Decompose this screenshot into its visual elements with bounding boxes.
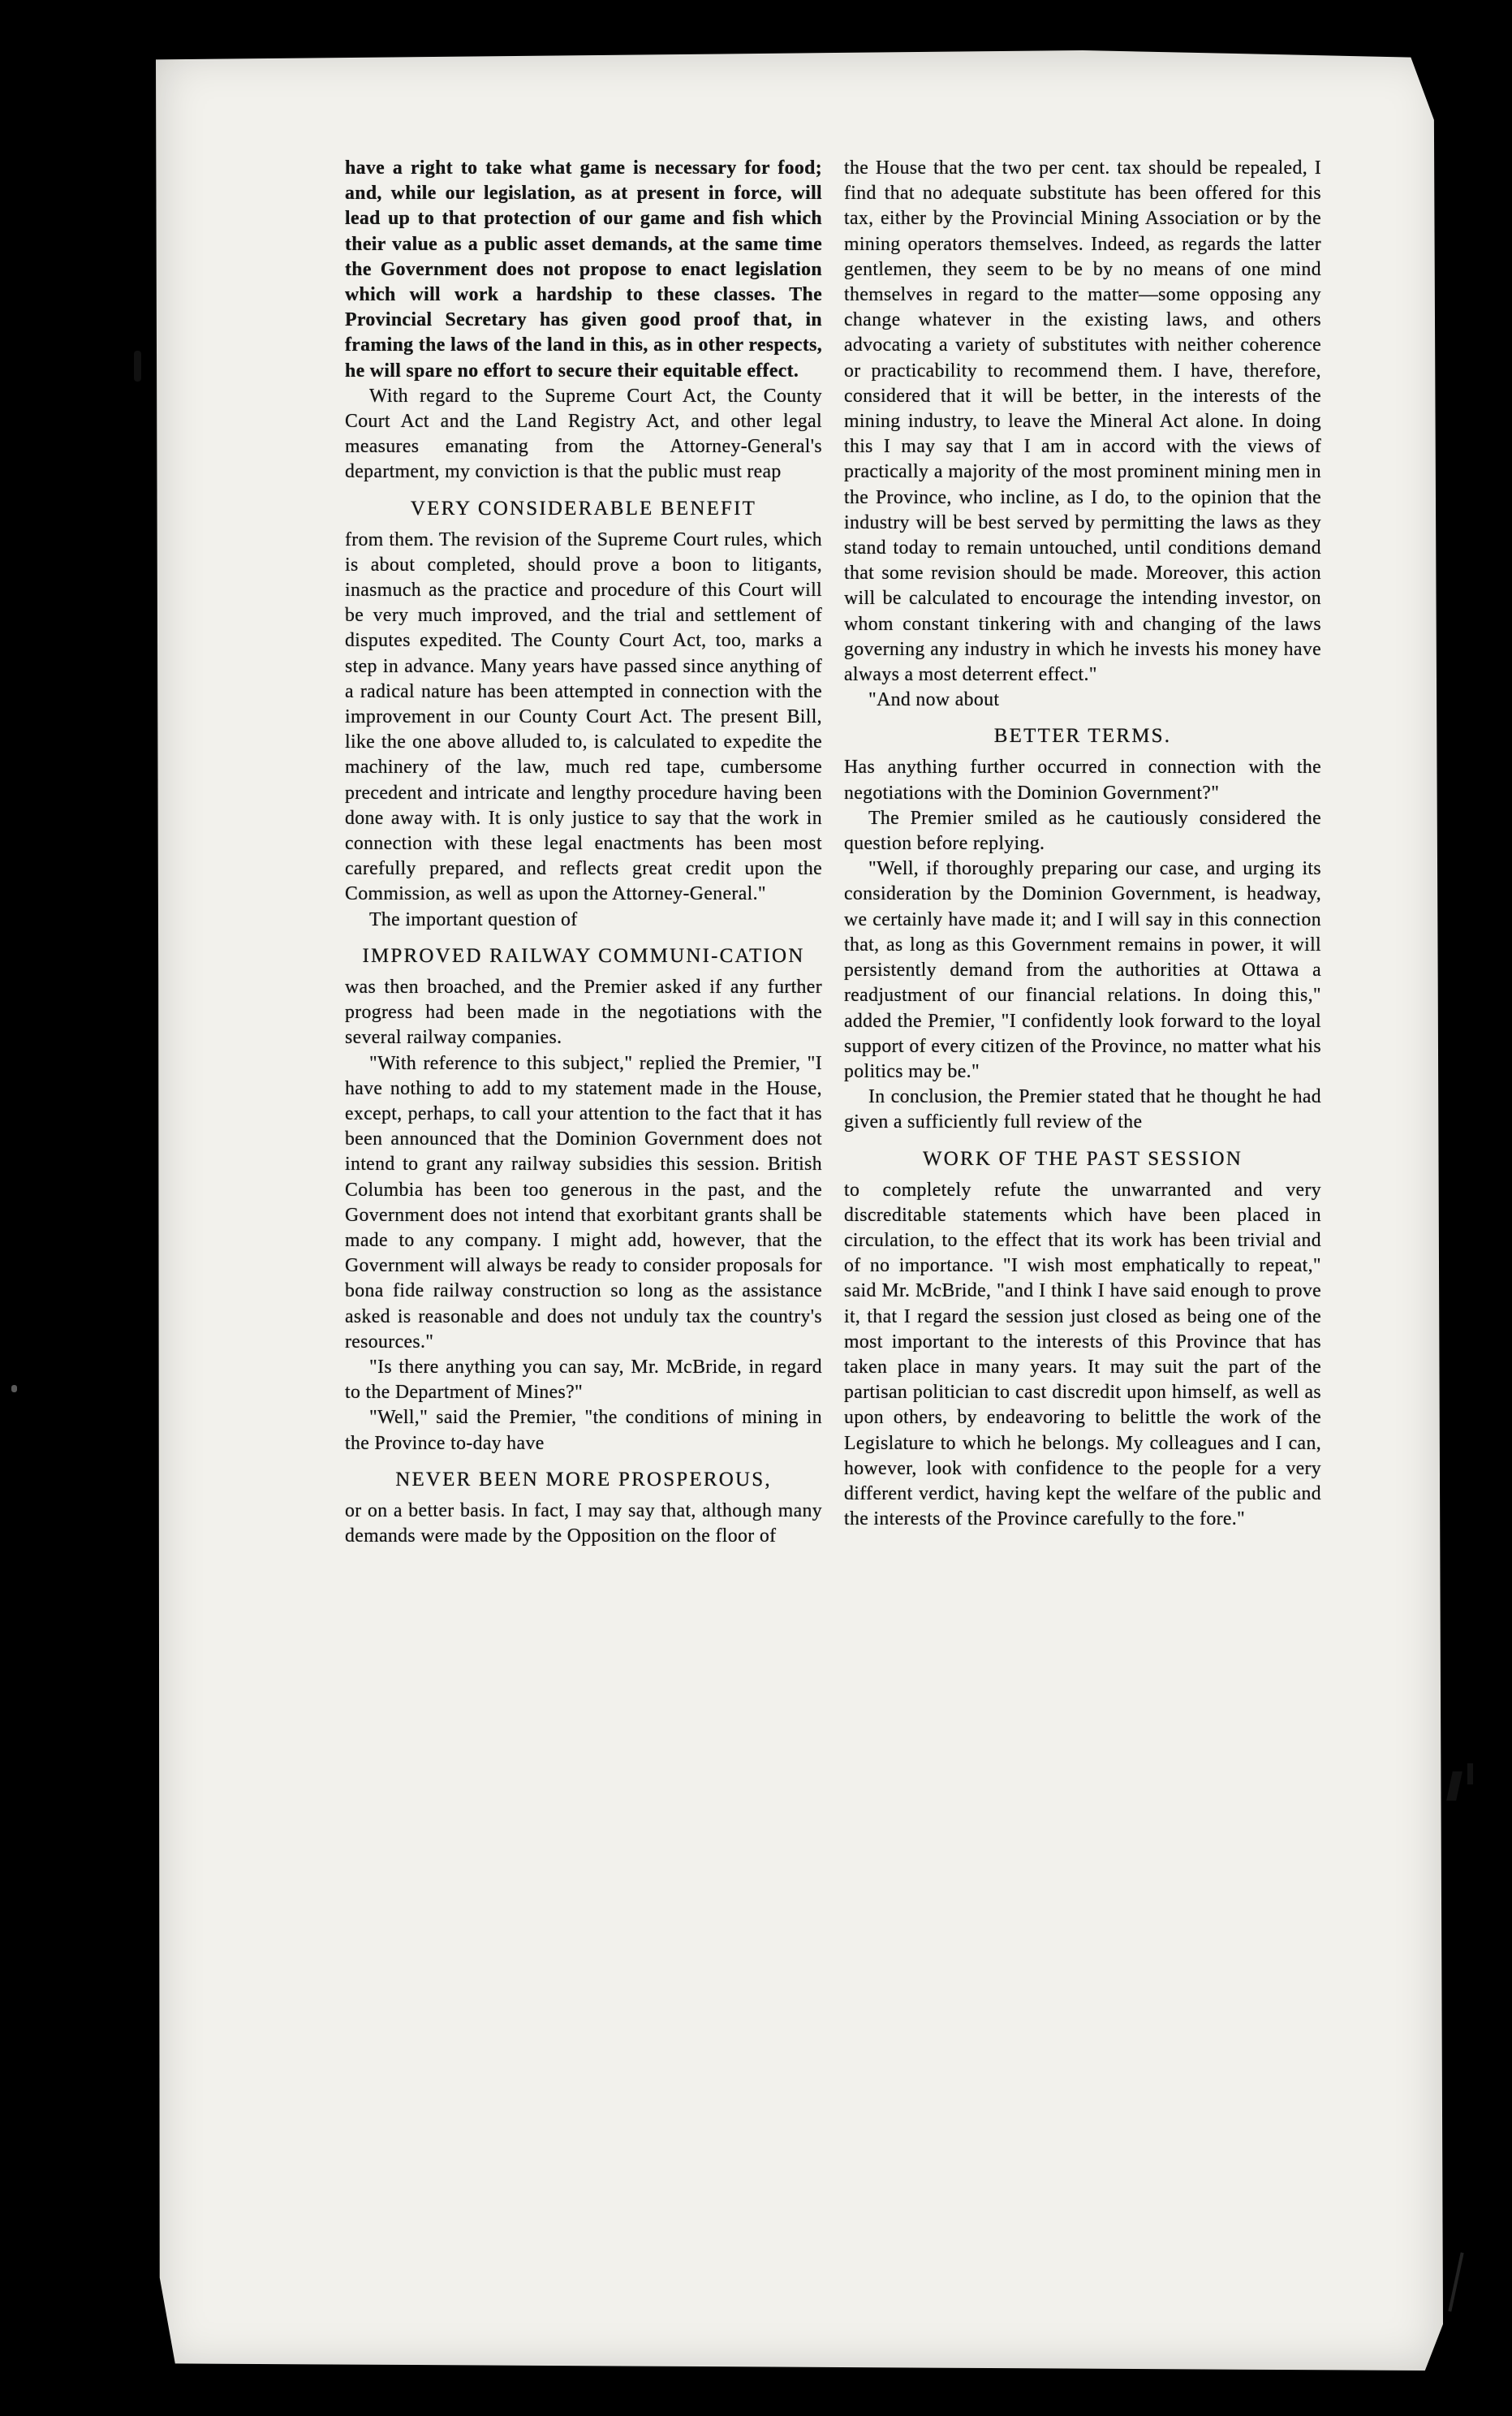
- left-paragraph-4: The important question of: [369, 908, 578, 930]
- left-paragraph-7: "Is there anything you can say, Mr. McBride, in regard to the Department of Mines?": [345, 1356, 822, 1404]
- right-paragraph-4: The Premier smiled as he cautiously considered the question before replying.: [844, 807, 1321, 855]
- right-paragraph-3: Has anything further occurred in connection with the negotiations with the Dominion Government?": [844, 757, 1321, 804]
- right-margin-ink-mark-small: [1467, 1763, 1473, 1784]
- right-paragraph-5: "Well, if thoroughly preparing our case, and urging its consideration by the Dominion Government, is headway, we certainly have made it; and I will say in this connection that, as long as this Government remains in power, it will persistently demand from the authorities at Ottawa a readjustment of our financial relations. In doing this," added the Premier, "I confidently look forward to the loyal support of every citizen of the Province, no matter what his politics may be.": [844, 858, 1321, 1082]
- right-subheading-1: BETTER TERMS.: [993, 725, 1172, 748]
- left-paragraph-2: With regard to the Supreme Court Act, the County Court Act and the Land Registry Act, and other legal measures emanating from the Attorney-General's department, my conviction is that the public must reap: [345, 385, 822, 483]
- right-margin-ink-mark: [1446, 1771, 1462, 1801]
- left-column: [345, 156, 822, 1549]
- left-subheading-2: IMPROVED RAILWAY COMMUNI-CATION: [362, 944, 805, 967]
- right-paragraph-1: the House that the two per cent. tax should be repealed, I find that no adequate substitute has been offered for this tax, either by the Provincial Mining Association or by the mining operators themselves. Indeed, as regards the latter gentlemen, they seem to be by no means of one mind themselves in regard to the matter—some opposing any change whatever in the existing laws, and others advocating a variety of substitutes with neither coherence or practicability to recommend them. I have, therefore, considered that it will be better, in the interests of the mining industry, to leave the Mineral Act alone. In doing this I may say that I am in accord with the views of practically a majority of the most prominent mining men in the Province, who incline, as I do, to the opinion that the industry will be best served by permitting the laws as they stand today to remain untouched, until conditions demand that some revision should be made. Moreover, this action will be calculated to encourage the intending investor, on whom constant tinkering with and changing of the laws governing any industry in which he invests his money have always a most deterrent effect.": [844, 157, 1321, 686]
- scan-dust-speck: [11, 1385, 17, 1392]
- right-paragraph-6: In conclusion, the Premier stated that he thought he had given a sufficiently full review of the: [844, 1086, 1321, 1133]
- left-paragraph-3: from them. The revision of the Supreme Court rules, which is about completed, should prove a boon to litigants, inasmuch as the practice and procedure of this Court will be very much improved, and the trial and settlement of disputes expedited. The County Court Act, too, marks a step in advance. Many years have passed since anything of a radical nature has been attempted in connection with the improvement in our County Court Act. The present Bill, like the one above alluded to, is calculated to expedite the machinery of the law, much red tape, cumbersome precedent and intricate and lengthy procedure having been done away with. It is only justice to say that the work in connection with these legal enactments has been most carefully prepared, and reflects great credit upon the Commission, as well as upon the Attorney-General.": [345, 528, 822, 905]
- left-paragraph-9: or on a better basis. In fact, I may say that, although many demands were made by the Opposition on the floor of: [345, 1499, 822, 1547]
- left-paragraph-6: "With reference to this subject," replied the Premier, "I have nothing to add to my statement made in the House, except, perhaps, to call your attention to the fact that it has been announced that the Dominion Government does not intend to grant any railway subsidies this session. British Columbia has been too generous in the past, and the Government does not intend that exorbitant grants shall be made to any company. I might add, however, that the Government will always be ready to consider proposals for bona fide railway construction so long as the assistance asked is reasonable and does not unduly tax the country's resources.": [345, 1052, 822, 1353]
- right-subheading-2: WORK OF THE PAST SESSION: [922, 1147, 1243, 1170]
- right-column: [844, 156, 1321, 1532]
- right-paragraph-7: to completely refute the unwarranted and very discreditable statements which have been placed in circulation, to the effect that its work has been trivial and of no importance. "I wish most emphatically to repeat," said Mr. McBride, "and I think I have said enough to prove it, that I regard the session just closed as being one of the most important to the interests of this Province that has taken place in many years. It may suit the part of the partisan politician to cast discredit upon himself, as well as upon others, by endeavoring to belittle the work of the Legislature to which he belongs. My colleagues and I can, however, look with confidence to the people for a very different verdict, having kept the welfare of the public and the interests of the Province carefully to the fore.": [844, 1179, 1321, 1530]
- right-margin-pen-stroke: [1448, 2252, 1463, 2311]
- left-paragraph-1: have a right to take what game is necessary for food; and, while our legislation, as at present in force, will lead up to that protection of our game and fish which their value as a public asset demands, at the same time the Government does not propose to enact legislation which will work a hardship to these classes. The Provincial Secretary has given good proof that, in framing the laws of the land in this, as in other respects, he will spare no effort to secure their equitable effect.: [345, 157, 822, 382]
- left-subheading-1: VERY CONSIDERABLE BENEFIT: [410, 497, 757, 520]
- left-subheading-3: NEVER BEEN MORE PROSPEROUS,: [395, 1468, 772, 1491]
- right-paragraph-2: "And now about: [868, 689, 1000, 711]
- left-paragraph-5: was then broached, and the Premier asked if any further progress had been made in the negotiations with the several railway companies.: [345, 976, 822, 1049]
- left-paragraph-8: "Well," said the Premier, "the conditions of mining in the Province to-day have: [345, 1407, 822, 1454]
- left-edge-tear-mark: [134, 351, 141, 382]
